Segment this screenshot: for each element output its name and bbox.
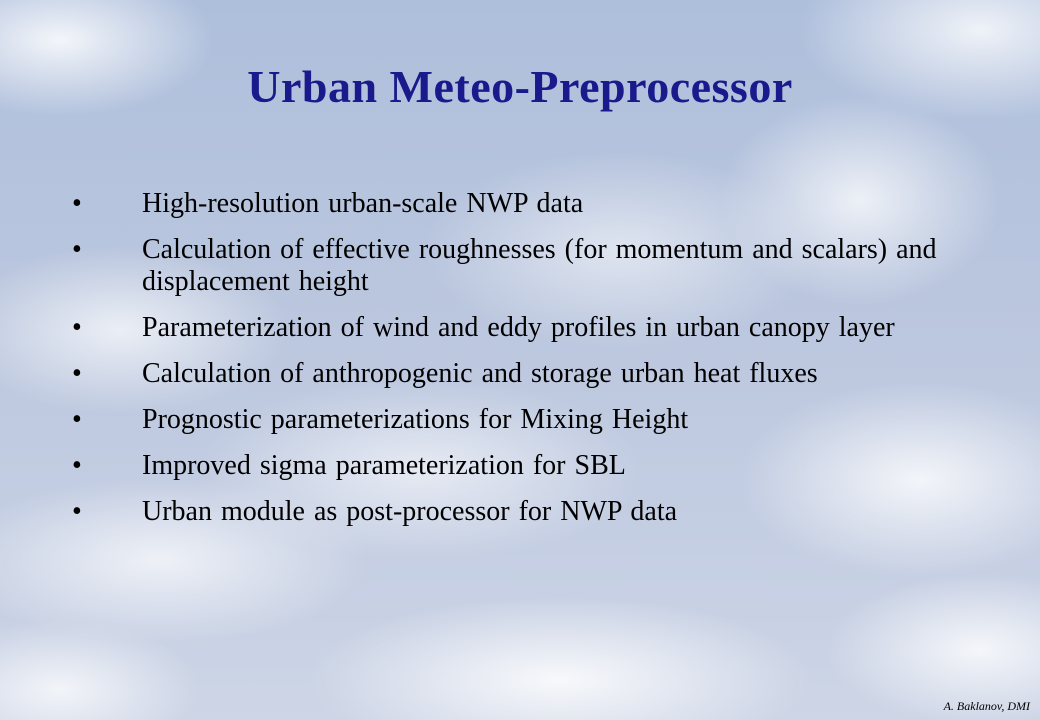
list-item: [72, 496, 952, 528]
bullet-text: Urban module as post-processor for NWP data: [142, 496, 678, 527]
slide-title: Urban Meteo-Preprocessor: [247, 61, 793, 112]
bullet-icon: •: [72, 312, 82, 343]
bullet-text: Improved sigma parameterization for SBL: [142, 450, 626, 481]
bullet-icon: •: [72, 450, 82, 481]
bullet-icon: •: [72, 404, 82, 435]
bullet-icon: •: [72, 496, 82, 527]
bullet-icon: •: [72, 358, 82, 389]
author-credit: A. Baklanov, DMI: [943, 699, 1030, 713]
bullet-text: High-resolution urban-scale NWP data: [142, 188, 584, 219]
list-item: [72, 312, 952, 344]
bullet-text: Calculation of anthropogenic and storage urban heat fluxes: [142, 358, 818, 389]
bullet-icon: •: [72, 188, 82, 219]
bullet-list: [72, 188, 952, 542]
list-item: [72, 404, 952, 436]
bullet-text: Prognostic parameterizations for Mixing Height: [142, 404, 689, 435]
bullet-text: Calculation of effective roughnesses (for momentum and scalars) and displacement height: [142, 234, 937, 297]
list-item: [72, 358, 952, 390]
list-item: [72, 188, 952, 220]
bullet-icon: •: [72, 234, 82, 265]
bullet-text: Parameterization of wind and eddy profiles in urban canopy layer: [142, 312, 895, 343]
list-item: [72, 234, 952, 298]
list-item: [72, 450, 952, 482]
